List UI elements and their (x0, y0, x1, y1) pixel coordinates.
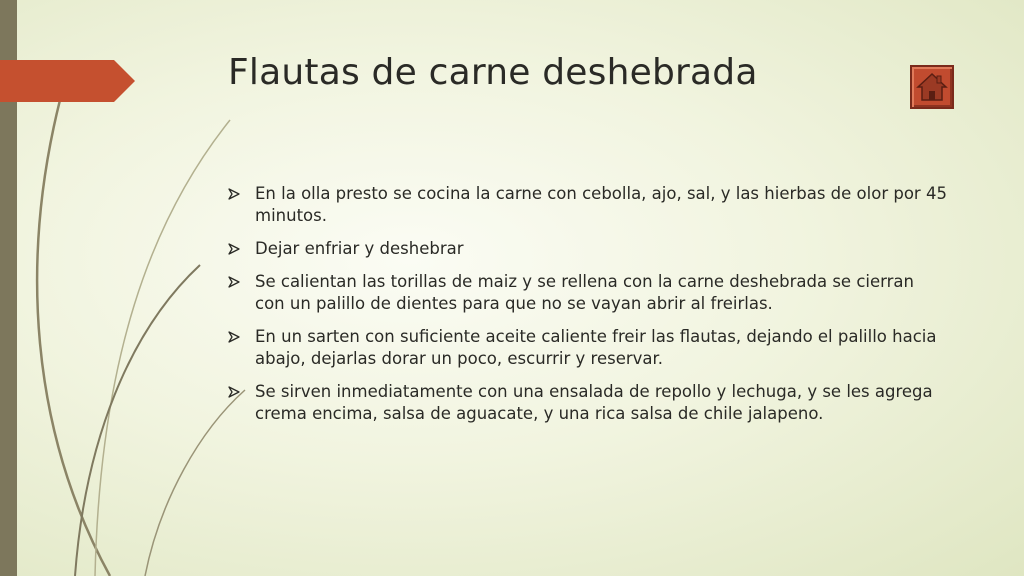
bullet-item (228, 271, 948, 315)
bullet-list (228, 183, 948, 436)
title-accent-tab (0, 60, 135, 102)
home-button[interactable] (910, 65, 954, 109)
bullet-item (228, 238, 948, 260)
home-icon (916, 71, 948, 103)
bullet-text: En la olla presto se cocina la carne con cebolla, ajo, sal, y las hierbas de olor por 45 minutos. (255, 184, 947, 225)
arrow-bullet-icon (228, 243, 240, 255)
bullet-text: En un sarten con suficiente aceite caliente freir las flautas, dejando el palillo hacia abajo, dejarlas dorar un poco, escurrir y reservar. (255, 327, 937, 368)
arrow-bullet-icon (228, 331, 240, 343)
bullet-text: Se calientan las torillas de maiz y se rellena con la carne deshebrada se cierran con un palillo de dientes para que no se vayan abrir al freirlas. (255, 272, 914, 313)
bullet-item (228, 326, 948, 370)
slide-title: Flautas de carne deshebrada (228, 52, 758, 93)
arrow-bullet-icon (228, 386, 240, 398)
bullet-text: Se sirven inmediatamente con una ensalada de repollo y lechuga, y se les agrega crema encima, salsa de aguacate, y una rica salsa de chile jalapeno. (255, 382, 933, 423)
bullet-item (228, 381, 948, 425)
arrow-bullet-icon (228, 188, 240, 200)
arrow-bullet-icon (228, 276, 240, 288)
bullet-item (228, 183, 948, 227)
bullet-text: Dejar enfriar y deshebrar (255, 239, 464, 258)
